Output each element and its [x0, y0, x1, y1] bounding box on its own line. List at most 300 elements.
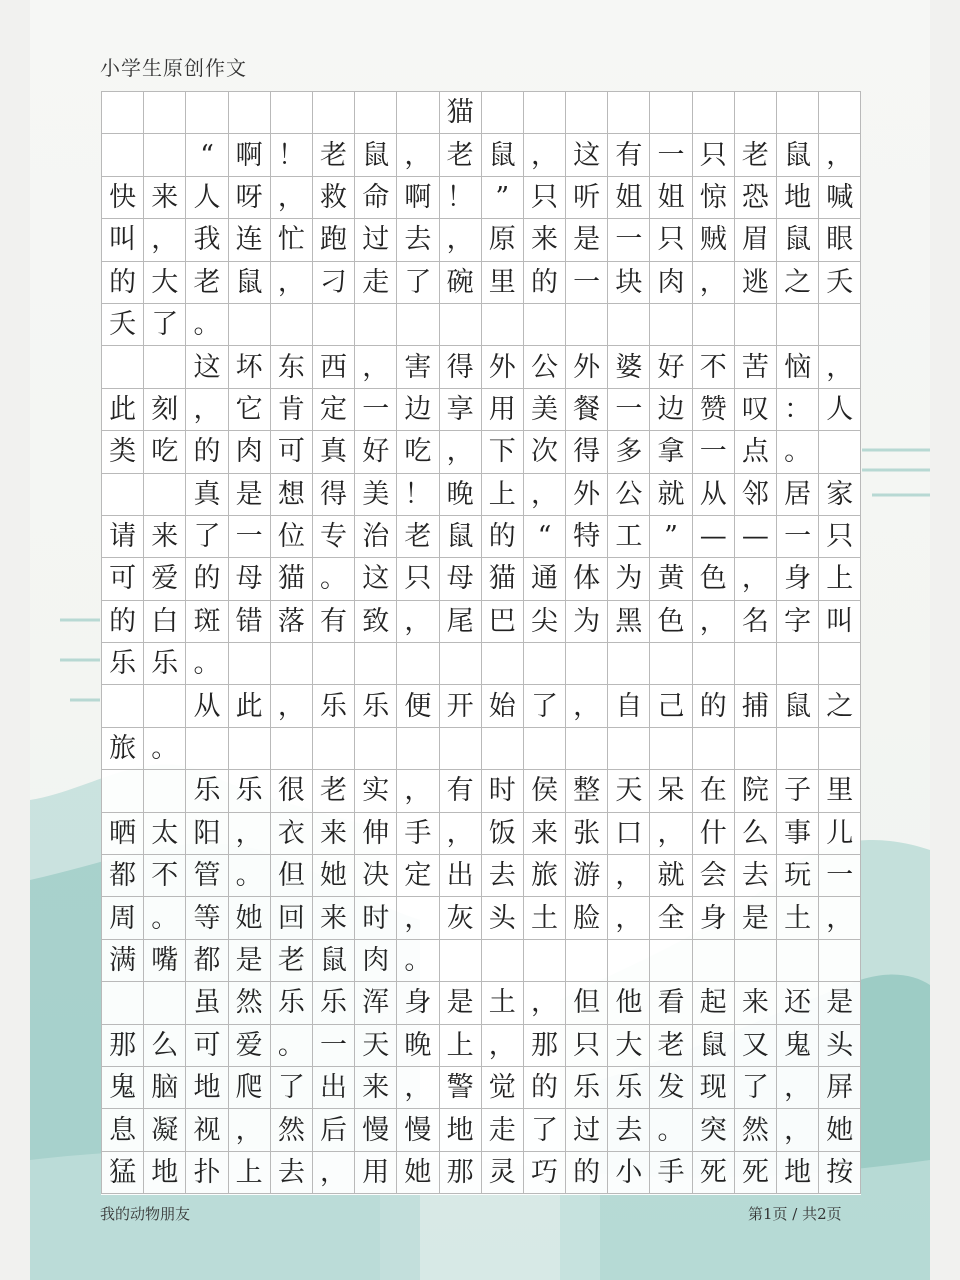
grid-cell: ， — [271, 177, 313, 219]
grid-cell: ， — [693, 601, 735, 643]
grid-cell: 去 — [735, 855, 777, 897]
grid-cell — [735, 643, 777, 685]
grid-cell: 一 — [566, 262, 608, 304]
grid-cell: 鼠 — [777, 685, 819, 727]
grid-cell: 了 — [397, 262, 439, 304]
grid-cell: 从 — [693, 474, 735, 516]
grid-cell — [186, 92, 228, 134]
grid-cell: 它 — [229, 389, 271, 431]
grid-cell: 用 — [355, 1152, 397, 1194]
grid-cell: 上 — [440, 1025, 482, 1067]
grid-cell: 一 — [650, 134, 692, 176]
grid-cell: 真 — [313, 431, 355, 473]
grid-cell: 鼠 — [355, 134, 397, 176]
grid-cell: 命 — [355, 177, 397, 219]
grid-cell: 伸 — [355, 813, 397, 855]
grid-cell: 夭 — [102, 304, 144, 346]
grid-cell: 了 — [144, 304, 186, 346]
grid-cell: 鼠 — [482, 134, 524, 176]
grid-cell: 人 — [186, 177, 228, 219]
grid-cell: ， — [608, 897, 650, 939]
grid-cell — [777, 92, 819, 134]
grid-cell: 旅 — [102, 728, 144, 770]
grid-cell: 我 — [186, 219, 228, 261]
grid-cell: 通 — [524, 558, 566, 600]
grid-cell: 得 — [440, 346, 482, 388]
grid-cell — [144, 770, 186, 812]
grid-cell: ， — [186, 389, 228, 431]
grid-cell: 又 — [735, 1025, 777, 1067]
grid-cell: 里 — [819, 770, 861, 812]
grid-cell: 警 — [440, 1067, 482, 1109]
grid-cell: 刁 — [313, 262, 355, 304]
grid-cell: 大 — [144, 262, 186, 304]
grid-cell: 乐 — [566, 1067, 608, 1109]
grid-cell: ， — [440, 431, 482, 473]
grid-cell: 公 — [524, 346, 566, 388]
grid-cell: 只 — [819, 516, 861, 558]
grid-cell — [524, 92, 566, 134]
grid-cell: 多 — [608, 431, 650, 473]
grid-cell: 夭 — [819, 262, 861, 304]
grid-cell: 啊 — [397, 177, 439, 219]
grid-cell: ， — [819, 897, 861, 939]
grid-cell: 虽 — [186, 982, 228, 1024]
grid-cell: 地 — [777, 1152, 819, 1194]
grid-cell: ， — [777, 1109, 819, 1151]
grid-cell: 这 — [355, 558, 397, 600]
grid-cell: 肉 — [355, 940, 397, 982]
grid-cell: 土 — [777, 897, 819, 939]
grid-cell: 吃 — [144, 431, 186, 473]
grid-cell — [229, 728, 271, 770]
grid-cell: 么 — [144, 1025, 186, 1067]
grid-cell: 尖 — [524, 601, 566, 643]
grid-cell: 来 — [355, 1067, 397, 1109]
grid-cell: 她 — [229, 897, 271, 939]
grid-cell: ” — [650, 516, 692, 558]
grid-cell — [650, 92, 692, 134]
grid-cell: ， — [397, 1067, 439, 1109]
grid-cell: 灰 — [440, 897, 482, 939]
grid-cell: 一 — [608, 219, 650, 261]
grid-cell: 手 — [397, 813, 439, 855]
grid-cell: 只 — [397, 558, 439, 600]
grid-cell: 来 — [524, 219, 566, 261]
grid-cell: 但 — [271, 855, 313, 897]
grid-cell: 有 — [608, 134, 650, 176]
grid-cell — [355, 92, 397, 134]
grid-cell: 自 — [608, 685, 650, 727]
grid-cell: 什 — [693, 813, 735, 855]
grid-cell — [650, 728, 692, 770]
grid-cell: 乐 — [355, 685, 397, 727]
grid-cell: 死 — [735, 1152, 777, 1194]
grid-cell: ！ — [440, 177, 482, 219]
grid-cell — [271, 304, 313, 346]
grid-cell: 很 — [271, 770, 313, 812]
grid-cell: ， — [271, 685, 313, 727]
grid-cell: 扑 — [186, 1152, 228, 1194]
grid-cell — [144, 346, 186, 388]
grid-cell — [608, 304, 650, 346]
grid-cell: ， — [650, 813, 692, 855]
grid-cell: 然 — [735, 1109, 777, 1151]
grid-cell: 邻 — [735, 474, 777, 516]
grid-cell: 满 — [102, 940, 144, 982]
grid-cell: 。 — [229, 855, 271, 897]
grid-cell: 可 — [186, 1025, 228, 1067]
grid-cell: 喊 — [819, 177, 861, 219]
grid-cell: 名 — [735, 601, 777, 643]
grid-cell: 一 — [229, 516, 271, 558]
grid-cell: 上 — [819, 558, 861, 600]
grid-cell: 来 — [313, 897, 355, 939]
grid-cell — [440, 643, 482, 685]
grid-cell — [566, 92, 608, 134]
grid-cell — [271, 728, 313, 770]
grid-cell: 都 — [102, 855, 144, 897]
grid-cell — [819, 92, 861, 134]
grid-cell: 母 — [440, 558, 482, 600]
grid-cell: 按 — [819, 1152, 861, 1194]
grid-cell: 爱 — [144, 558, 186, 600]
grid-cell: 婆 — [608, 346, 650, 388]
grid-cell: 周 — [102, 897, 144, 939]
grid-cell: 的 — [566, 1152, 608, 1194]
grid-cell: 地 — [144, 1152, 186, 1194]
grid-cell: 晚 — [397, 1025, 439, 1067]
grid-cell: 去 — [608, 1109, 650, 1151]
grid-cell: 慢 — [355, 1109, 397, 1151]
grid-cell: 里 — [482, 262, 524, 304]
grid-cell: 餐 — [566, 389, 608, 431]
grid-cell: 猫 — [440, 92, 482, 134]
grid-cell: 是 — [819, 982, 861, 1024]
grid-cell — [777, 940, 819, 982]
grid-cell: 己 — [650, 685, 692, 727]
grid-cell: 可 — [102, 558, 144, 600]
grid-cell: 享 — [440, 389, 482, 431]
grid-cell: 爬 — [229, 1067, 271, 1109]
grid-cell — [650, 304, 692, 346]
grid-cell: 母 — [229, 558, 271, 600]
grid-cell: 西 — [313, 346, 355, 388]
grid-cell: 真 — [186, 474, 228, 516]
grid-cell — [777, 304, 819, 346]
grid-cell — [397, 304, 439, 346]
grid-cell — [524, 940, 566, 982]
grid-cell: 请 — [102, 516, 144, 558]
grid-cell: 工 — [608, 516, 650, 558]
grid-cell: 是 — [566, 219, 608, 261]
grid-cell: ， — [524, 134, 566, 176]
grid-cell — [608, 728, 650, 770]
grid-cell: 张 — [566, 813, 608, 855]
grid-cell — [102, 474, 144, 516]
grid-cell: 色 — [693, 558, 735, 600]
grid-cell: 的 — [186, 431, 228, 473]
grid-cell: 逃 — [735, 262, 777, 304]
grid-cell: 得 — [566, 431, 608, 473]
grid-cell: 有 — [440, 770, 482, 812]
grid-cell: 姐 — [650, 177, 692, 219]
grid-cell: 后 — [313, 1109, 355, 1151]
grid-cell: 专 — [313, 516, 355, 558]
grid-cell: 回 — [271, 897, 313, 939]
grid-cell: “ — [186, 134, 228, 176]
grid-cell: 游 — [566, 855, 608, 897]
grid-cell: 一 — [819, 855, 861, 897]
grid-cell: 来 — [144, 516, 186, 558]
grid-cell: 下 — [482, 431, 524, 473]
grid-cell: 边 — [397, 389, 439, 431]
grid-cell: 从 — [186, 685, 228, 727]
grid-cell — [102, 134, 144, 176]
grid-cell — [482, 728, 524, 770]
grid-cell: 出 — [440, 855, 482, 897]
grid-cell: 还 — [777, 982, 819, 1024]
grid-cell: 边 — [650, 389, 692, 431]
grid-cell: 去 — [397, 219, 439, 261]
grid-cell: 致 — [355, 601, 397, 643]
grid-cell: 碗 — [440, 262, 482, 304]
grid-cell — [229, 643, 271, 685]
grid-cell — [735, 940, 777, 982]
grid-cell: 公 — [608, 474, 650, 516]
grid-cell: 看 — [650, 982, 692, 1024]
grid-cell — [735, 728, 777, 770]
grid-cell: 走 — [355, 262, 397, 304]
grid-cell — [819, 728, 861, 770]
grid-cell: ， — [608, 855, 650, 897]
grid-cell: 色 — [650, 601, 692, 643]
grid-cell: 想 — [271, 474, 313, 516]
grid-cell: 是 — [229, 474, 271, 516]
grid-cell: 位 — [271, 516, 313, 558]
grid-cell: ， — [819, 134, 861, 176]
grid-cell: 觉 — [482, 1067, 524, 1109]
grid-cell: 那 — [524, 1025, 566, 1067]
grid-cell: 老 — [186, 262, 228, 304]
grid-cell: 眼 — [819, 219, 861, 261]
grid-cell: 乐 — [102, 643, 144, 685]
grid-cell: 晒 — [102, 813, 144, 855]
grid-cell: 得 — [313, 474, 355, 516]
grid-cell — [355, 304, 397, 346]
grid-cell — [397, 643, 439, 685]
grid-cell — [229, 304, 271, 346]
grid-cell — [102, 92, 144, 134]
grid-cell: 了 — [271, 1067, 313, 1109]
grid-cell: 儿 — [819, 813, 861, 855]
grid-cell: 有 — [313, 601, 355, 643]
grid-cell — [144, 92, 186, 134]
grid-cell: 乐 — [313, 982, 355, 1024]
grid-cell — [777, 643, 819, 685]
grid-cell: 嘴 — [144, 940, 186, 982]
grid-cell: 落 — [271, 601, 313, 643]
grid-cell: 然 — [271, 1109, 313, 1151]
grid-cell: 旅 — [524, 855, 566, 897]
grid-cell: ： — [777, 389, 819, 431]
grid-cell: 外 — [566, 474, 608, 516]
grid-cell: 听 — [566, 177, 608, 219]
grid-cell: 鼠 — [777, 219, 819, 261]
grid-cell: 一 — [313, 1025, 355, 1067]
grid-cell: 恼 — [777, 346, 819, 388]
grid-cell: 但 — [566, 982, 608, 1024]
grid-cell: 猫 — [271, 558, 313, 600]
grid-cell: 黑 — [608, 601, 650, 643]
grid-cell: 家 — [819, 474, 861, 516]
grid-cell: 错 — [229, 601, 271, 643]
grid-cell: 为 — [566, 601, 608, 643]
grid-cell — [693, 304, 735, 346]
grid-cell: 块 — [608, 262, 650, 304]
grid-cell: 起 — [693, 982, 735, 1024]
grid-cell: 手 — [650, 1152, 692, 1194]
grid-cell: 视 — [186, 1109, 228, 1151]
grid-cell: 侯 — [524, 770, 566, 812]
grid-cell: 快 — [102, 177, 144, 219]
grid-cell: 巧 — [524, 1152, 566, 1194]
grid-cell — [819, 431, 861, 473]
grid-cell: 。 — [186, 304, 228, 346]
grid-cell: ， — [355, 346, 397, 388]
grid-cell: ， — [397, 134, 439, 176]
grid-cell — [566, 940, 608, 982]
grid-cell — [482, 940, 524, 982]
grid-cell: 鬼 — [102, 1067, 144, 1109]
grid-cell: 捕 — [735, 685, 777, 727]
grid-cell: ， — [440, 219, 482, 261]
grid-cell: ， — [482, 1025, 524, 1067]
grid-cell — [524, 728, 566, 770]
grid-cell: ， — [440, 813, 482, 855]
grid-cell: 猛 — [102, 1152, 144, 1194]
grid-cell: 会 — [693, 855, 735, 897]
grid-cell: 人 — [819, 389, 861, 431]
grid-cell: ， — [566, 685, 608, 727]
grid-cell — [735, 304, 777, 346]
grid-cell: 都 — [186, 940, 228, 982]
grid-cell: 老 — [397, 516, 439, 558]
grid-cell: ， — [819, 346, 861, 388]
grid-cell: 玩 — [777, 855, 819, 897]
grid-cell: 乐 — [271, 982, 313, 1024]
grid-cell: 白 — [144, 601, 186, 643]
grid-cell: 过 — [355, 219, 397, 261]
grid-cell: 土 — [482, 982, 524, 1024]
grid-cell: 的 — [102, 601, 144, 643]
grid-cell: 好 — [650, 346, 692, 388]
grid-cell: 叹 — [735, 389, 777, 431]
grid-cell: 院 — [735, 770, 777, 812]
grid-cell: ， — [229, 813, 271, 855]
grid-cell: 上 — [482, 474, 524, 516]
grid-cell: 阳 — [186, 813, 228, 855]
grid-cell: 是 — [440, 982, 482, 1024]
grid-cell: 土 — [524, 897, 566, 939]
grid-cell: 了 — [735, 1067, 777, 1109]
grid-cell: 灵 — [482, 1152, 524, 1194]
grid-cell: 。 — [186, 643, 228, 685]
grid-cell: 好 — [355, 431, 397, 473]
grid-cell: 鼠 — [229, 262, 271, 304]
grid-cell: 之 — [819, 685, 861, 727]
grid-cell: ， — [229, 1109, 271, 1151]
grid-cell: 饭 — [482, 813, 524, 855]
grid-cell — [229, 92, 271, 134]
grid-cell: 次 — [524, 431, 566, 473]
grid-cell: 鼠 — [313, 940, 355, 982]
grid-cell — [397, 92, 439, 134]
grid-cell — [440, 304, 482, 346]
grid-cell: 巴 — [482, 601, 524, 643]
grid-cell — [355, 728, 397, 770]
grid-cell: 她 — [313, 855, 355, 897]
grid-cell: 时 — [482, 770, 524, 812]
grid-cell: 坏 — [229, 346, 271, 388]
grid-cell: 出 — [313, 1067, 355, 1109]
grid-cell — [777, 728, 819, 770]
grid-cell: 老 — [313, 134, 355, 176]
grid-cell: 只 — [650, 219, 692, 261]
header-title: 小学生原创作文 — [100, 56, 247, 80]
grid-cell: 小 — [608, 1152, 650, 1194]
grid-cell: ， — [397, 897, 439, 939]
grid-cell: 贼 — [693, 219, 735, 261]
grid-cell: 天 — [355, 1025, 397, 1067]
grid-cell: 乐 — [144, 643, 186, 685]
grid-cell: 么 — [735, 813, 777, 855]
grid-cell: 赞 — [693, 389, 735, 431]
grid-cell: 上 — [229, 1152, 271, 1194]
grid-cell: 这 — [186, 346, 228, 388]
grid-cell: 鼠 — [693, 1025, 735, 1067]
grid-cell: 大 — [608, 1025, 650, 1067]
grid-cell: 那 — [440, 1152, 482, 1194]
grid-cell: 。 — [313, 558, 355, 600]
grid-cell: ， — [144, 219, 186, 261]
grid-cell — [102, 346, 144, 388]
grid-cell: 拿 — [650, 431, 692, 473]
grid-cell: 可 — [271, 431, 313, 473]
grid-cell: 全 — [650, 897, 692, 939]
grid-cell: 发 — [650, 1067, 692, 1109]
grid-cell: 晚 — [440, 474, 482, 516]
grid-cell: ！ — [397, 474, 439, 516]
grid-cell — [608, 940, 650, 982]
grid-cell: 苦 — [735, 346, 777, 388]
grid-cell — [313, 728, 355, 770]
grid-cell — [102, 982, 144, 1024]
grid-cell: 不 — [144, 855, 186, 897]
grid-cell: 太 — [144, 813, 186, 855]
grid-cell — [313, 304, 355, 346]
grid-cell: 。 — [777, 431, 819, 473]
grid-cell: 。 — [650, 1109, 692, 1151]
grid-cell — [271, 92, 313, 134]
grid-cell — [144, 134, 186, 176]
grid-cell: 字 — [777, 601, 819, 643]
grid-cell: ， — [735, 558, 777, 600]
grid-cell: 实 — [355, 770, 397, 812]
grid-cell: 子 — [777, 770, 819, 812]
grid-cell — [313, 92, 355, 134]
grid-cell: 那 — [102, 1025, 144, 1067]
